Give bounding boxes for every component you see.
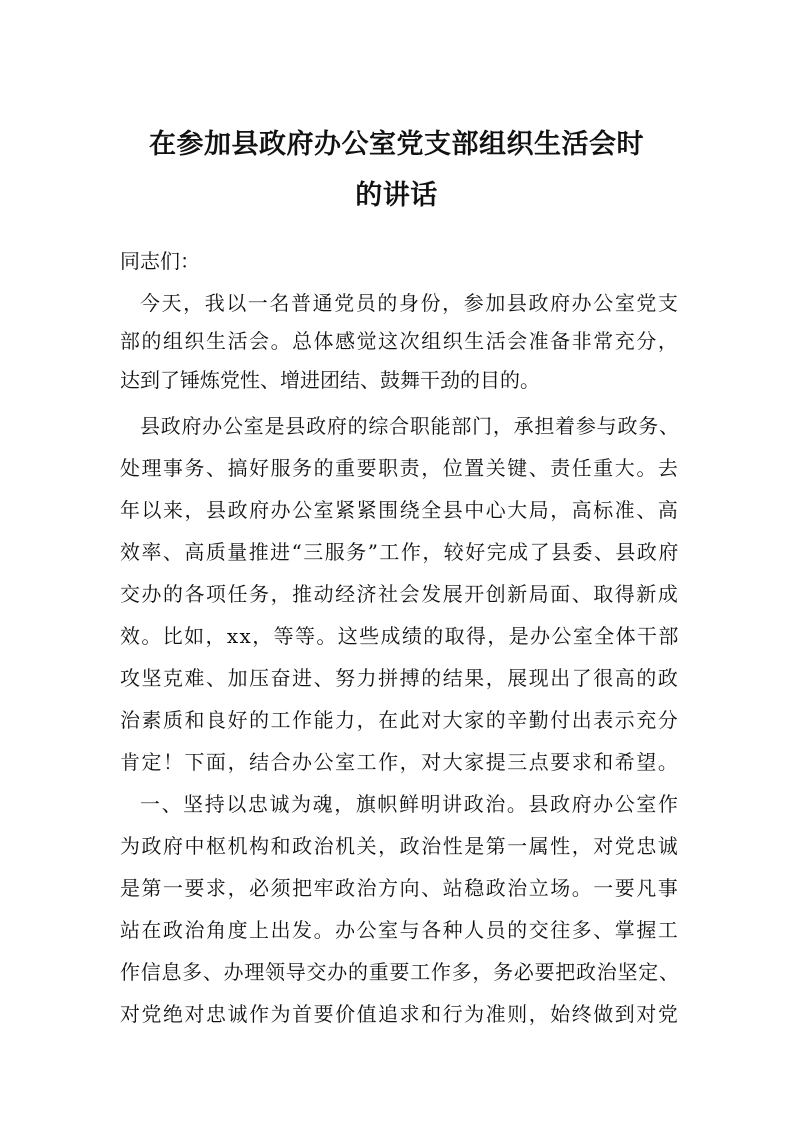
paragraph-2-line-3: 年以来，县政府办公室紧紧围绕全县中心大局，高标准、高 bbox=[120, 498, 680, 522]
paragraph-3-line-1: 一、坚持以忠诚为魂，旗帜鲜明讲政治。县政府办公室作 bbox=[140, 792, 680, 816]
paragraph-2-line-4: 效率、高质量推进“三服务”工作，较好完成了县委、县政府 bbox=[120, 540, 680, 564]
paragraph-2-line-2: 处理事务、搞好服务的重要职责，位置关键、责任重大。去 bbox=[120, 456, 680, 480]
paragraph-3-line-6: 对党绝对忠诚作为首要价值追求和行为准则，始终做到对党 bbox=[120, 1002, 680, 1026]
paragraph-2-line-7: 攻坚克难、加压奋进、努力拼搏的结果，展现出了很高的政 bbox=[120, 666, 680, 690]
paragraph-1-line-3: 达到了锤炼党性、增进团结、鼓舞干劲的目的。 bbox=[120, 368, 540, 392]
greeting: 同志们： bbox=[120, 249, 200, 273]
paragraph-2-line-1: 县政府办公室是县政府的综合职能部门，承担着参与政务、 bbox=[140, 414, 680, 438]
paragraph-1-line-1: 今天，我以一名普通党员的身份，参加县政府办公室党支 bbox=[140, 291, 680, 315]
paragraph-2-line-8: 治素质和良好的工作能力，在此对大家的辛勤付出表示充分 bbox=[120, 708, 680, 732]
paragraph-3-line-2: 为政府中枢机构和政治机关，政治性是第一属性，对党忠诚 bbox=[120, 834, 680, 858]
paragraph-2-line-6: 效。比如，xx，等等。这些成绩的取得，是办公室全体干部 bbox=[120, 624, 680, 648]
paragraph-3-line-3: 是第一要求，必须把牢政治方向、站稳政治立场。一要凡事 bbox=[120, 876, 680, 900]
paragraph-2-line-5: 交办的各项任务，推动经济社会发展开创新局面、取得新成 bbox=[120, 582, 680, 606]
paragraph-3-line-4: 站在政治角度上出发。办公室与各种人员的交往多、掌握工 bbox=[120, 918, 680, 942]
document-title-line-2: 的讲话 bbox=[355, 180, 438, 211]
paragraph-2-line-9: 肯定！下面，结合办公室工作，对大家提三点要求和希望。 bbox=[120, 750, 680, 774]
paragraph-3-line-5: 作信息多、办理领导交办的重要工作多，务必要把政治坚定、 bbox=[120, 960, 680, 984]
document-body bbox=[120, 0, 680, 1122]
document-title-line-1: 在参加县政府办公室党支部组织生活会时 bbox=[149, 129, 644, 160]
paragraph-1-line-2: 部的组织生活会。总体感觉这次组织生活会准备非常充分， bbox=[120, 329, 680, 353]
